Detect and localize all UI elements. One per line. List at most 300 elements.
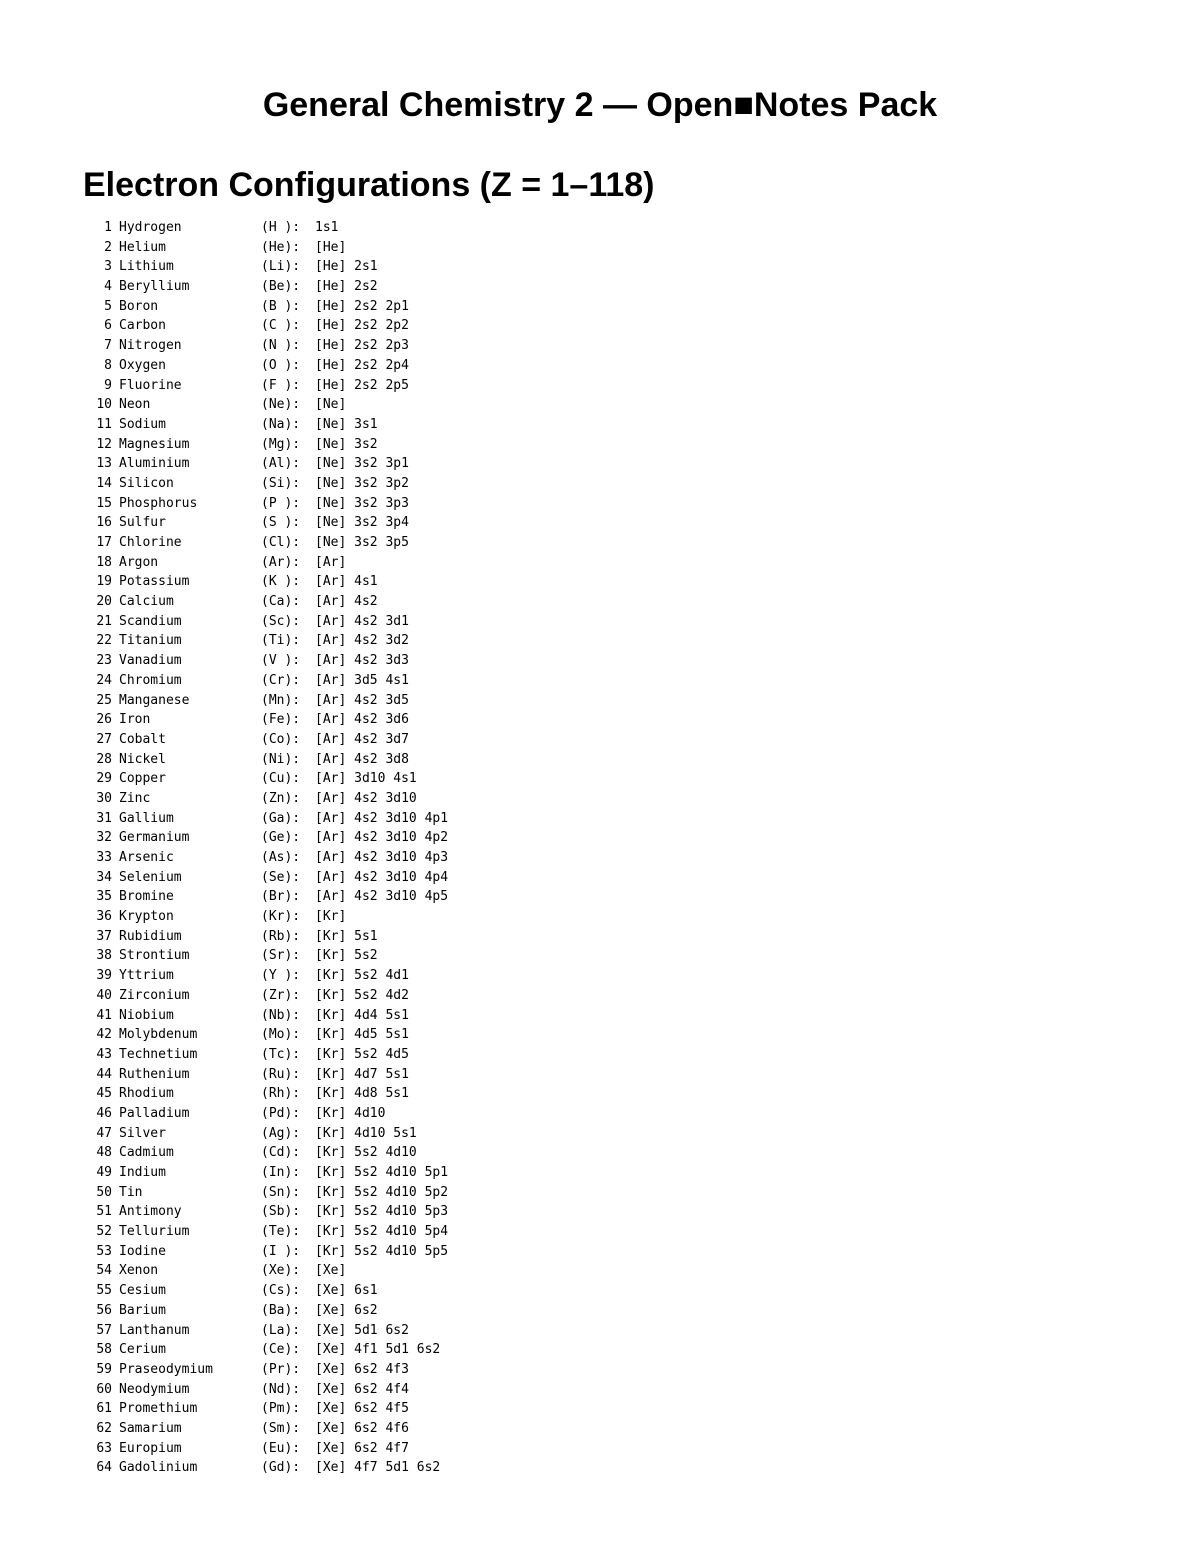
- element-row: [84, 1163, 448, 1183]
- element-configuration: [Kr] 5s2 4d1: [315, 968, 409, 984]
- element-row: [84, 612, 448, 632]
- element-configuration: [Ar] 4s2 3d10 4p2: [315, 830, 449, 846]
- element-configuration: [Kr] 5s1: [315, 928, 378, 944]
- element-symbol: (Mo):: [261, 1027, 301, 1043]
- element-row: [84, 474, 448, 494]
- element-row: [84, 376, 448, 396]
- element-number: 28: [96, 751, 112, 767]
- element-symbol: (Ni):: [261, 751, 301, 767]
- element-symbol: (He):: [261, 239, 301, 255]
- element-configuration: [Kr] 5s2: [315, 948, 378, 964]
- element-symbol: (Pr):: [261, 1361, 301, 1377]
- element-configuration: [Ar] 4s1: [315, 574, 378, 590]
- element-name: Lanthanum: [119, 1322, 190, 1338]
- element-configuration: [He] 2s2 2p4: [315, 357, 409, 373]
- element-name: Titanium: [119, 633, 182, 649]
- element-symbol: (Sb):: [261, 1204, 301, 1220]
- element-name: Tellurium: [119, 1224, 190, 1240]
- element-configuration: [Ne] 3s2 3p1: [315, 456, 409, 472]
- element-symbol: (Rh):: [261, 1086, 301, 1102]
- element-name: Chromium: [119, 672, 182, 688]
- element-configuration: [He] 2s2 2p1: [315, 298, 409, 314]
- element-row: [84, 1025, 448, 1045]
- element-row: [84, 1360, 448, 1380]
- element-name: Sodium: [119, 416, 166, 432]
- element-name: Europium: [119, 1440, 182, 1456]
- element-configuration: [Xe] 6s2 4f3: [315, 1361, 409, 1377]
- element-name: Neon: [119, 397, 151, 413]
- element-number: 40: [96, 987, 112, 1003]
- element-row: [84, 631, 448, 651]
- element-configuration: [Kr] 5s2 4d10 5p4: [315, 1224, 449, 1240]
- element-symbol: (Zr):: [261, 987, 301, 1003]
- element-number: 4: [104, 279, 112, 295]
- element-name: Carbon: [119, 318, 166, 334]
- element-name: Calcium: [119, 594, 174, 610]
- element-row: [84, 1301, 448, 1321]
- element-number: 15: [96, 495, 112, 511]
- element-name: Magnesium: [119, 436, 190, 452]
- element-number: 5: [104, 298, 112, 314]
- element-row: [84, 868, 448, 888]
- element-configuration: [Xe] 6s1: [315, 1283, 378, 1299]
- element-name: Antimony: [119, 1204, 182, 1220]
- element-number: 25: [96, 692, 112, 708]
- element-symbol: (Ce):: [261, 1342, 301, 1358]
- element-symbol: (Nb):: [261, 1007, 301, 1023]
- element-number: 38: [96, 948, 112, 964]
- element-symbol: (Sr):: [261, 948, 301, 964]
- element-symbol: (H ):: [261, 220, 301, 235]
- element-row: [84, 415, 448, 435]
- element-symbol: (O ):: [261, 357, 301, 373]
- element-row: [84, 513, 448, 533]
- element-symbol: (I ):: [261, 1243, 301, 1259]
- element-configuration: [Ne] 3s2: [315, 436, 378, 452]
- element-symbol: (La):: [261, 1322, 301, 1338]
- element-configuration: [Ar] 4s2 3d5: [315, 692, 409, 708]
- element-number: 18: [96, 554, 112, 570]
- element-name: Ruthenium: [119, 1066, 190, 1082]
- element-symbol: (Cr):: [261, 672, 301, 688]
- element-configuration: [Ar] 4s2 3d1: [315, 613, 409, 629]
- element-number: 58: [96, 1342, 112, 1358]
- element-row: [84, 848, 448, 868]
- element-symbol: (Xe):: [261, 1263, 301, 1279]
- element-name: Manganese: [119, 692, 190, 708]
- element-configuration: [Ar]: [315, 554, 347, 570]
- element-row: [84, 691, 448, 711]
- element-name: Scandium: [119, 613, 182, 629]
- element-number: 53: [96, 1243, 112, 1259]
- element-name: Selenium: [119, 869, 182, 885]
- element-number: 17: [96, 535, 112, 550]
- element-row: [84, 1321, 448, 1341]
- element-symbol: (Br):: [261, 889, 301, 905]
- element-name: Rhodium: [119, 1086, 174, 1102]
- element-number: 51: [96, 1204, 112, 1220]
- element-number: 39: [96, 968, 112, 984]
- element-symbol: (Sn):: [261, 1184, 301, 1200]
- element-configuration: [Kr] 5s2 4d10 5p1: [315, 1165, 449, 1180]
- element-configuration: [Kr] 5s2 4d10 5p5: [315, 1243, 449, 1259]
- element-configuration: [Xe] 6s2 4f5: [315, 1401, 409, 1417]
- element-symbol: (Ne):: [261, 397, 301, 413]
- element-number: 12: [96, 436, 112, 452]
- element-name: Cesium: [119, 1283, 166, 1299]
- element-row: [84, 1261, 448, 1281]
- element-number: 7: [104, 338, 112, 354]
- element-symbol: (P ):: [261, 495, 301, 511]
- element-name: Argon: [119, 554, 159, 570]
- element-name: Fluorine: [119, 377, 182, 393]
- element-symbol: (Ca):: [261, 594, 301, 610]
- element-row: [84, 750, 448, 770]
- element-symbol: (Be):: [261, 279, 301, 295]
- element-name: Praseodymium: [119, 1361, 213, 1377]
- element-configuration: [Ar] 4s2 3d10 4p5: [315, 889, 449, 905]
- element-name: Phosphorus: [119, 495, 198, 511]
- element-configuration: [Kr] 4d4 5s1: [315, 1007, 409, 1023]
- element-number: 33: [96, 850, 112, 865]
- element-name: Promethium: [119, 1401, 198, 1417]
- element-symbol: (Mn):: [261, 692, 301, 708]
- section-title: Electron Configurations (Z = 1–118): [83, 166, 655, 204]
- element-number: 63: [96, 1440, 112, 1456]
- element-row: [84, 1006, 448, 1026]
- element-row: [84, 769, 448, 789]
- element-number: 3: [104, 259, 112, 275]
- element-symbol: (K ):: [261, 574, 301, 590]
- element-row: [84, 494, 448, 514]
- element-configuration: [Kr]: [315, 909, 347, 925]
- element-row: [84, 828, 448, 848]
- element-name: Helium: [119, 239, 166, 255]
- element-row: [84, 297, 448, 317]
- element-name: Strontium: [119, 948, 190, 964]
- element-number: 31: [96, 810, 112, 826]
- element-number: 32: [96, 830, 112, 846]
- element-row: [84, 1084, 448, 1104]
- element-configuration: [Ar] 4s2 3d8: [315, 751, 409, 767]
- element-row: [84, 1104, 448, 1124]
- element-configuration: [Ar] 4s2 3d10 4p3: [315, 850, 449, 865]
- element-symbol: (Y ):: [261, 968, 301, 984]
- element-name: Bromine: [119, 889, 174, 905]
- element-name: Technetium: [119, 1046, 198, 1062]
- element-row: [84, 553, 448, 573]
- element-row: [84, 1281, 448, 1301]
- element-symbol: (Pd):: [261, 1105, 301, 1121]
- element-configuration: [Ne] 3s2 3p4: [315, 515, 409, 531]
- element-row: [84, 710, 448, 730]
- element-row: [84, 927, 448, 947]
- element-symbol: (Li):: [261, 259, 301, 275]
- element-configuration: [Ne] 3s2 3p2: [315, 475, 409, 491]
- element-configuration: [Xe] 6s2 4f7: [315, 1440, 409, 1456]
- element-configuration: [Kr] 5s2 4d2: [315, 987, 409, 1003]
- element-row: [84, 395, 448, 415]
- element-number: 49: [96, 1165, 112, 1180]
- element-name: Cobalt: [119, 731, 166, 747]
- element-name: Aluminium: [119, 456, 190, 472]
- element-row: [84, 986, 448, 1006]
- element-number: 20: [96, 594, 112, 610]
- element-row: [84, 257, 448, 277]
- element-row: [84, 1222, 448, 1242]
- element-symbol: (Nd):: [261, 1381, 301, 1397]
- element-name: Nitrogen: [119, 338, 182, 354]
- element-configuration: [He] 2s2 2p5: [315, 377, 409, 393]
- element-name: Potassium: [119, 574, 190, 590]
- element-number: 1: [104, 220, 112, 235]
- element-row: [84, 1439, 448, 1459]
- element-name: Oxygen: [119, 357, 166, 373]
- element-symbol: (Fe):: [261, 712, 301, 728]
- element-symbol: (Ga):: [261, 810, 301, 826]
- element-row: [84, 435, 448, 455]
- element-symbol: (Cs):: [261, 1283, 301, 1299]
- element-number: 46: [96, 1105, 112, 1121]
- element-number: 21: [96, 613, 112, 629]
- element-row: [84, 1419, 448, 1439]
- element-symbol: (Sm):: [261, 1420, 301, 1436]
- element-symbol: (Ag):: [261, 1125, 301, 1141]
- element-number: 64: [96, 1460, 112, 1476]
- element-row: [84, 789, 448, 809]
- element-symbol: (Eu):: [261, 1440, 301, 1456]
- element-number: 43: [96, 1046, 112, 1062]
- element-number: 57: [96, 1322, 112, 1338]
- element-symbol: (Kr):: [261, 909, 301, 925]
- element-symbol: (B ):: [261, 298, 301, 314]
- element-number: 54: [96, 1263, 112, 1279]
- element-row: [84, 454, 448, 474]
- element-number: 13: [96, 456, 112, 472]
- element-name: Xenon: [119, 1263, 159, 1279]
- element-configuration: [Ne] 3s2 3p5: [315, 535, 409, 550]
- element-configuration: [He]: [315, 239, 347, 255]
- element-symbol: (Cu):: [261, 771, 301, 787]
- element-name: Cadmium: [119, 1145, 174, 1161]
- element-configuration: [Ne] 3s2 3p3: [315, 495, 409, 511]
- element-configuration: [Xe] 4f1 5d1 6s2: [315, 1342, 441, 1358]
- element-name: Gallium: [119, 810, 174, 826]
- element-row: [84, 1124, 448, 1144]
- element-configuration: [Kr] 4d5 5s1: [315, 1027, 409, 1043]
- element-row: [84, 336, 448, 356]
- element-row: [84, 809, 448, 829]
- element-name: Barium: [119, 1302, 166, 1318]
- element-row: [84, 592, 448, 612]
- element-number: 34: [96, 869, 112, 885]
- element-name: Molybdenum: [119, 1027, 198, 1043]
- element-row: [84, 966, 448, 986]
- element-name: Palladium: [119, 1105, 190, 1121]
- element-number: 22: [96, 633, 112, 649]
- element-name: Germanium: [119, 830, 190, 846]
- element-row: [84, 533, 448, 553]
- element-name: Silver: [119, 1125, 166, 1141]
- element-number: 16: [96, 515, 112, 531]
- element-number: 24: [96, 672, 112, 688]
- element-row: [84, 1242, 448, 1262]
- element-number: 11: [96, 416, 112, 432]
- element-configuration: [Kr] 4d8 5s1: [315, 1086, 409, 1102]
- element-number: 59: [96, 1361, 112, 1377]
- element-number: 56: [96, 1302, 112, 1318]
- element-name: Boron: [119, 298, 159, 314]
- element-row: [84, 238, 448, 258]
- element-row: [84, 356, 448, 376]
- element-number: 2: [104, 239, 112, 255]
- element-name: Arsenic: [119, 850, 174, 865]
- element-number: 44: [96, 1066, 112, 1082]
- element-number: 26: [96, 712, 112, 728]
- element-row: [84, 730, 448, 750]
- element-row: [84, 572, 448, 592]
- element-name: Tin: [119, 1184, 143, 1200]
- element-number: 9: [104, 377, 112, 393]
- element-symbol: (In):: [261, 1165, 301, 1180]
- element-row: [84, 1202, 448, 1222]
- element-number: 27: [96, 731, 112, 747]
- element-row: [84, 651, 448, 671]
- element-row: [84, 277, 448, 297]
- element-row: [84, 946, 448, 966]
- element-number: 6: [104, 318, 112, 334]
- element-configuration: [Ar] 4s2: [315, 594, 378, 610]
- element-row: [84, 1143, 448, 1163]
- element-row: [84, 1065, 448, 1085]
- element-configuration: [Xe] 6s2 4f6: [315, 1420, 409, 1436]
- element-name: Beryllium: [119, 279, 190, 295]
- element-name: Hydrogen: [119, 220, 182, 235]
- element-name: Samarium: [119, 1420, 182, 1436]
- element-name: Rubidium: [119, 928, 182, 944]
- element-number: 52: [96, 1224, 112, 1240]
- element-symbol: (C ):: [261, 318, 301, 334]
- element-name: Zirconium: [119, 987, 190, 1003]
- element-configuration: [Ar] 4s2 3d10 4p4: [315, 869, 449, 885]
- element-number: 62: [96, 1420, 112, 1436]
- element-row: [84, 887, 448, 907]
- element-configuration: [Ar] 4s2 3d6: [315, 712, 409, 728]
- element-name: Indium: [119, 1165, 166, 1180]
- element-configuration: [Xe] 6s2 4f4: [315, 1381, 409, 1397]
- element-symbol: (Sc):: [261, 613, 301, 629]
- element-symbol: (Rb):: [261, 928, 301, 944]
- element-symbol: (Cl):: [261, 535, 301, 550]
- element-configuration: [Kr] 4d10 5s1: [315, 1125, 417, 1141]
- element-number: 47: [96, 1125, 112, 1141]
- element-configuration: [Kr] 5s2 4d10: [315, 1145, 417, 1161]
- element-symbol: (Al):: [261, 456, 301, 472]
- element-configuration: [Ar] 4s2 3d2: [315, 633, 409, 649]
- element-row: [84, 671, 448, 691]
- element-number: 61: [96, 1401, 112, 1417]
- element-symbol: (Co):: [261, 731, 301, 747]
- element-number: 23: [96, 653, 112, 669]
- element-configuration: [Ar] 3d10 4s1: [315, 771, 417, 787]
- element-configuration: [Kr] 5s2 4d10 5p2: [315, 1184, 449, 1200]
- element-number: 29: [96, 771, 112, 787]
- element-configuration: [Kr] 5s2 4d10 5p3: [315, 1204, 449, 1220]
- element-configuration: [Ar] 3d5 4s1: [315, 672, 409, 688]
- element-name: Krypton: [119, 909, 174, 925]
- element-number: 14: [96, 475, 112, 491]
- element-symbol: (Te):: [261, 1224, 301, 1240]
- element-row: [84, 218, 448, 238]
- element-symbol: (Mg):: [261, 436, 301, 452]
- element-number: 41: [96, 1007, 112, 1023]
- document-title: General Chemistry 2 — Open■Notes Pack: [262, 86, 938, 124]
- element-configuration: [He] 2s2 2p3: [315, 338, 409, 354]
- element-configuration: [Xe] 4f7 5d1 6s2: [315, 1460, 441, 1476]
- element-configuration: [Ar] 4s2 3d3: [315, 653, 409, 669]
- element-symbol: (Zn):: [261, 790, 301, 806]
- element-name: Sulfur: [119, 515, 166, 531]
- element-configuration: [Xe]: [315, 1263, 347, 1279]
- element-name: Neodymium: [119, 1381, 190, 1397]
- element-symbol: (Ar):: [261, 554, 301, 570]
- element-row: [84, 1458, 448, 1478]
- element-symbol: (V ):: [261, 653, 301, 669]
- element-number: 45: [96, 1086, 112, 1102]
- element-number: 50: [96, 1184, 112, 1200]
- element-configuration: [Kr] 5s2 4d5: [315, 1046, 409, 1062]
- element-configuration: [Ar] 4s2 3d10: [315, 790, 417, 806]
- element-name: Iron: [119, 712, 151, 728]
- element-symbol: (Gd):: [261, 1460, 301, 1476]
- element-number: 35: [96, 889, 112, 905]
- element-number: 55: [96, 1283, 112, 1299]
- element-number: 37: [96, 928, 112, 944]
- element-name: Vanadium: [119, 653, 182, 669]
- element-row: [84, 1183, 448, 1203]
- element-symbol: (As):: [261, 850, 301, 865]
- element-number: 19: [96, 574, 112, 590]
- element-row: [84, 1399, 448, 1419]
- element-row: [84, 1380, 448, 1400]
- element-configuration: [He] 2s2: [315, 279, 378, 295]
- electron-configuration-list: [84, 218, 448, 1478]
- element-name: Copper: [119, 771, 166, 787]
- element-row: [84, 316, 448, 336]
- element-symbol: (Ge):: [261, 830, 301, 846]
- element-number: 8: [104, 357, 112, 373]
- element-name: Niobium: [119, 1007, 174, 1023]
- element-symbol: (Tc):: [261, 1046, 301, 1062]
- element-symbol: (F ):: [261, 377, 301, 393]
- element-row: [84, 1340, 448, 1360]
- element-configuration: [He] 2s2 2p2: [315, 318, 409, 334]
- element-configuration: [Ne]: [315, 397, 347, 413]
- element-symbol: (S ):: [261, 515, 301, 531]
- element-symbol: (Cd):: [261, 1145, 301, 1161]
- element-name: Zinc: [119, 790, 151, 806]
- element-symbol: (Si):: [261, 475, 301, 491]
- element-configuration: 1s1: [315, 220, 339, 235]
- element-number: 60: [96, 1381, 112, 1397]
- element-configuration: [Xe] 6s2: [315, 1302, 378, 1318]
- element-symbol: (Ru):: [261, 1066, 301, 1082]
- element-symbol: (Na):: [261, 416, 301, 432]
- element-configuration: [Xe] 5d1 6s2: [315, 1322, 409, 1338]
- element-configuration: [He] 2s1: [315, 259, 378, 275]
- element-row: [84, 907, 448, 927]
- element-name: Silicon: [119, 475, 174, 491]
